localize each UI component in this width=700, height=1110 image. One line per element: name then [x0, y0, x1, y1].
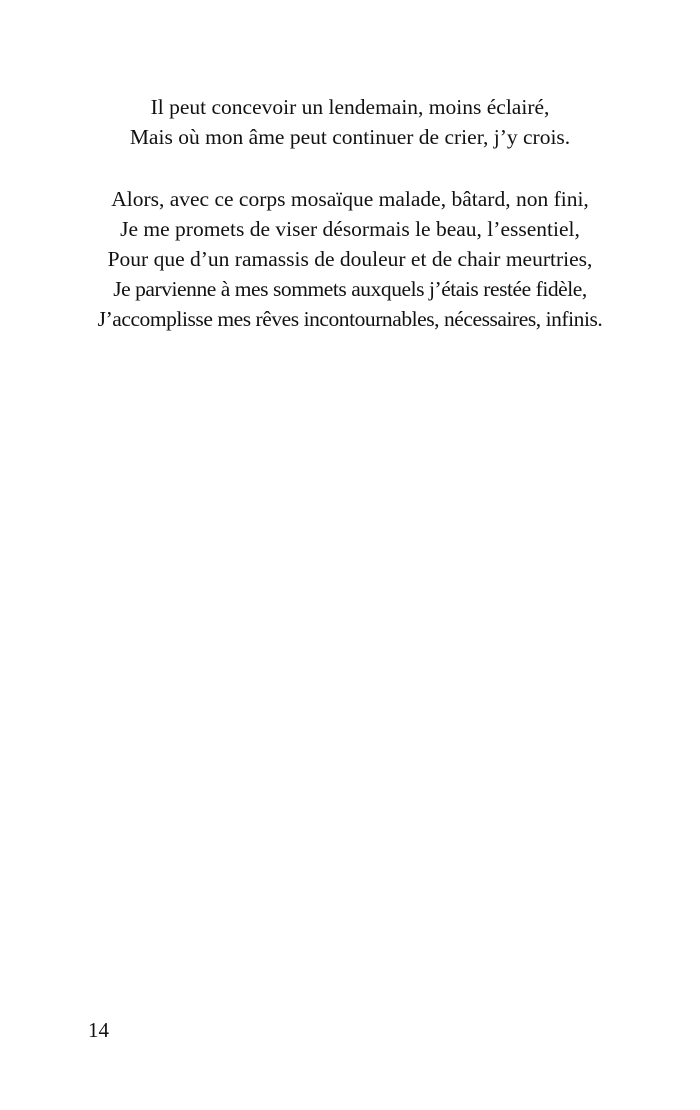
- page-number: 14: [88, 1018, 109, 1042]
- poem-line: Il peut concevoir un lendemain, moins éclairé,: [150, 95, 550, 119]
- poem-line: Alors, avec ce corps mosaïque malade, bâtard, non fini,: [111, 187, 589, 211]
- poem-line: Je me promets de viser désormais le beau, l’essentiel,: [120, 217, 580, 241]
- poem-line: Pour que d’un ramassis de douleur et de chair meurtries,: [107, 247, 593, 271]
- poem-stanza-2: [0, 184, 700, 334]
- poem-text: [0, 92, 700, 334]
- poem-line: Mais où mon âme peut continuer de crier, j’y crois.: [129, 125, 571, 149]
- poem-line: J’accomplisse mes rêves incontournables, nécessaires, infinis.: [97, 307, 603, 331]
- poem-stanza-1: [0, 92, 700, 152]
- poem-line: Je parvienne à mes sommets auxquels j’étais restée fidèle,: [113, 277, 587, 301]
